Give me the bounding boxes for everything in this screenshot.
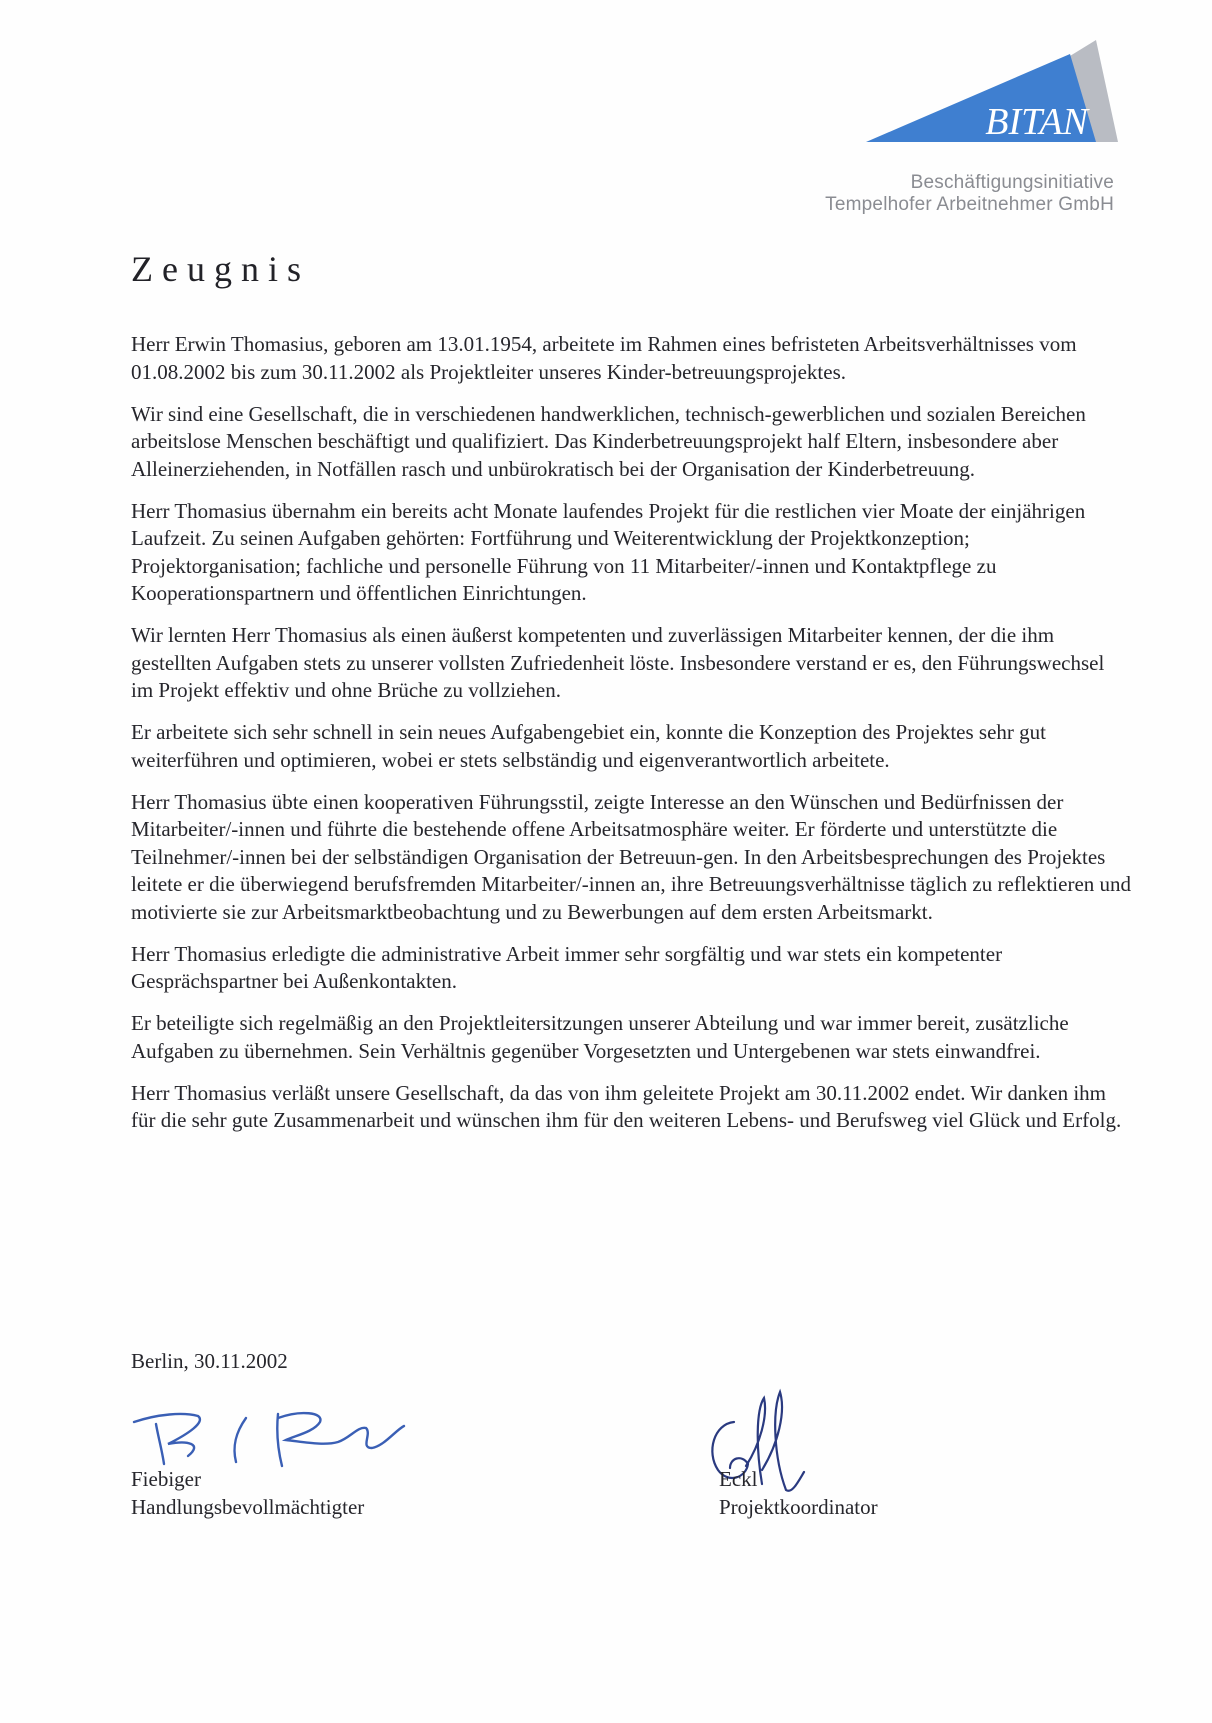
place-date: Berlin, 30.11.2002: [131, 1349, 288, 1373]
letter-body: [131, 331, 1131, 1149]
signature-right: [719, 1465, 878, 1521]
company-name: [825, 172, 1114, 216]
company-line-2: Tempelhofer Arbeitnehmer GmbH: [825, 194, 1114, 215]
paragraph: Herr Thomasius übernahm ein bereits acht Monate laufendes Projekt für die restlichen vier Moate der einjährigen Laufzeit. Zu seinen Aufgaben gehörten: Fortführung und Weiterentwicklung der Projektkonzeption; Projektorganisation; fachliche und personelle Führung von 11 Mitarbeiter/-innen und Kontaktpflege zu Kooperationspartnern und öffentlichen Einrichtungen.: [131, 498, 1086, 605]
signer-role-right: Projektkoordinator: [719, 1495, 878, 1519]
paragraph: Herr Thomasius verläßt unsere Gesellschaft, da das von ihm geleitete Projekt am 30.11.2002 endet. Wir danken ihm für die sehr gute Zusammenarbeit und wünschen ihm für den weiteren Lebens- und Berufsweg viel Glück und Erfolg.: [131, 1080, 1122, 1132]
paragraph: Er beteiligte sich regelmäßig an den Projektleitersitzungen unserer Abteilung und war immer bereit, zusätzliche Aufgaben zu übernehmen. Sein Verhältnis gegenüber Vorgesetzten und Untergebenen war stets einwandfrei.: [131, 1011, 1069, 1063]
bitan-logo-graphic: [860, 38, 1120, 168]
signer-role-left: Handlungsbevollmächtigter: [131, 1495, 365, 1519]
document-title: Zeugnis: [131, 249, 310, 289]
paragraph: Herr Thomasius erledigte die administrative Arbeit immer sehr sorgfältig und war stets ein kompetenter Gesprächspartner bei Außenkontakten.: [131, 941, 1003, 993]
paragraph: Wir lernten Herr Thomasius als einen äußerst kompetenten und zuverlässigen Mitarbeiter kennen, der die ihm gestellten Aufgaben stets zu unserer vollsten Zufriedenheit löste. Insbesondere verstand er es, den Führungswechsel im Projekt effektiv und ohne Brüche zu vollziehen.: [131, 623, 1105, 702]
paragraph: Herr Thomasius übte einen kooperativen Führungsstil, zeigte Interesse an den Wünschen und Bedürfnissen der Mitarbeiter/-innen und führte die bestehende offene Arbeitsatmosphäre weiter. Er förderte und unterstützte die Teilnehmer/-innen bei der selbständigen Organisation der Betreuun-gen. In den Arbeitsbesprechungen des Projektes leitete er die überwiegend berufsfremden Mitarbeiter/-innen an, ihre Betreuungsverhältnisse täglich zu reflektieren und motivierte sie zur Arbeitsmarktbeobachtung und zu Bewerbungen auf dem ersten Arbeitsmarkt.: [131, 789, 1132, 924]
paragraph: Wir sind eine Gesellschaft, die in verschiedenen handwerklichen, technisch-gewerblichen und sozialen Bereichen arbeitslose Menschen beschäftigt und qualifiziert. Das Kinderbetreuungsprojekt half Eltern, insbesondere aber Alleinerziehenden, in Notfällen rasch und unbürokratisch bei der Organisation der Kinderbetreuung.: [131, 401, 1086, 481]
paragraph: Er arbeitete sich sehr schnell in sein neues Aufgabengebiet ein, konnte die Konzeption des Projektes sehr gut weiterführen und optimieren, wobei er stets selbständig und eigenverantwortlich arbeitete.: [131, 720, 1046, 772]
signer-name-left: Fiebiger: [131, 1467, 201, 1491]
signer-name-right: Eckl: [719, 1467, 758, 1491]
company-line-1: Beschäftigungsinitiative: [910, 172, 1114, 193]
logo-text: BITAN: [985, 101, 1088, 143]
bitan-logo: [860, 38, 1120, 168]
paragraph: Herr Erwin Thomasius, geboren am 13.01.1954, arbeitete im Rahmen eines befristeten Arbeitsverhältnisses vom 01.08.2002 bis zum 30.11.2002 als Projektleiter unseres Kinder-betreuungsprojektes.: [131, 332, 1077, 384]
signature-left: [131, 1465, 364, 1521]
